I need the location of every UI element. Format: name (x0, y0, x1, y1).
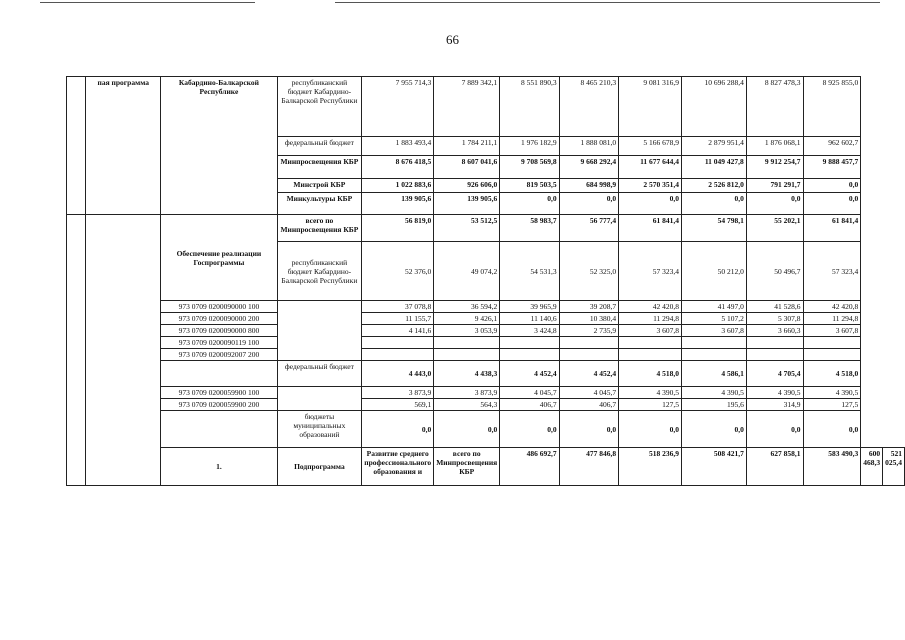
value-cell: 139 905,6 (362, 193, 434, 215)
value-cell: 127,5 (619, 399, 682, 411)
value-cell: 0,0 (619, 411, 682, 448)
budget-code: 973 0709 0200090000 100 (161, 301, 277, 313)
program-name-cell: Развитие среднего профессионального образования и (362, 448, 434, 486)
value-cell: 50 212,0 (682, 242, 747, 301)
value-cell: 10 696 288,4 (682, 77, 747, 137)
value-cell (500, 349, 559, 361)
value-cell: 3 053,9 (434, 325, 500, 337)
value-cell: 3 424,8 (500, 325, 559, 337)
value-cell: 2 570 351,4 (619, 179, 682, 193)
source-label: бюджеты муниципальных образований (277, 411, 362, 448)
table-row (67, 399, 905, 411)
value-cell: 49 074,2 (434, 242, 500, 301)
value-cell: 564,3 (434, 399, 500, 411)
value-cell: 3 873,9 (434, 387, 500, 399)
value-cell (803, 349, 861, 361)
value-cell (746, 337, 803, 349)
value-cell: 54 531,3 (500, 242, 559, 301)
value-cell: 0,0 (746, 193, 803, 215)
value-cell: 0,0 (559, 193, 618, 215)
value-cell: 11 049 427,8 (682, 156, 747, 179)
value-cell: 0,0 (746, 411, 803, 448)
value-cell: 58 983,7 (500, 215, 559, 242)
value-cell: 5 107,2 (682, 313, 747, 325)
num-cell: 1. (161, 448, 277, 486)
value-cell: 4 443,0 (362, 361, 434, 387)
value-cell: 195,6 (682, 399, 747, 411)
value-cell (682, 349, 747, 361)
value-cell: 0,0 (559, 411, 618, 448)
value-cell: 926 606,0 (434, 179, 500, 193)
program-name-cell: Обеспечение реализации Госпрограммы (161, 215, 277, 301)
value-cell: 41 497,0 (682, 301, 747, 313)
page-number: 66 (446, 32, 459, 47)
value-cell: 9 708 569,8 (500, 156, 559, 179)
source-label: всего по Минпросвещения КБР (434, 448, 500, 486)
value-cell: 8 676 418,5 (362, 156, 434, 179)
value-cell: 9 668 292,4 (559, 156, 618, 179)
value-cell: 4 141,6 (362, 325, 434, 337)
top-rule-right (335, 2, 880, 3)
table-row (67, 337, 905, 349)
value-cell: 3 607,8 (619, 325, 682, 337)
value-cell (500, 337, 559, 349)
value-cell (559, 337, 618, 349)
value-cell: 8 925 855,0 (803, 77, 861, 137)
value-cell: 4 390,5 (803, 387, 861, 399)
value-cell: 8 551 890,3 (500, 77, 559, 137)
value-cell: 9 081 316,9 (619, 77, 682, 137)
value-cell: 7 889 342,1 (434, 77, 500, 137)
table-row (67, 313, 905, 325)
value-cell: 4 438,3 (434, 361, 500, 387)
value-cell: 0,0 (682, 411, 747, 448)
value-cell (434, 349, 500, 361)
value-cell (434, 337, 500, 349)
source-label: республиканский бюджет Кабардино-Балкарской Республики (277, 242, 362, 301)
value-cell: 2 735,9 (559, 325, 618, 337)
value-cell: 57 323,4 (803, 242, 861, 301)
value-cell: 57 323,4 (619, 242, 682, 301)
value-cell: 406,7 (500, 399, 559, 411)
value-cell: 11 677 644,4 (619, 156, 682, 179)
num-cell (67, 215, 86, 486)
table-row (67, 349, 905, 361)
table-row (67, 325, 905, 337)
value-cell: 4 518,0 (803, 361, 861, 387)
source-label: Минстрой КБР (277, 179, 362, 193)
budget-code: 973 0709 0200059900 200 (161, 399, 277, 411)
program-type-cell: Подпрограмма (277, 448, 362, 486)
value-cell: 0,0 (362, 411, 434, 448)
value-cell: 4 586,1 (682, 361, 747, 387)
value-cell: 139 905,6 (434, 193, 500, 215)
value-cell: 0,0 (619, 193, 682, 215)
value-cell: 50 496,7 (746, 242, 803, 301)
value-cell: 61 841,4 (619, 215, 682, 242)
value-cell: 39 965,9 (500, 301, 559, 313)
value-cell (746, 349, 803, 361)
table-row (67, 361, 905, 387)
table-row (67, 448, 905, 486)
value-cell: 508 421,7 (682, 448, 747, 486)
value-cell: 486 692,7 (500, 448, 559, 486)
budget-code: 973 0709 0200090000 200 (161, 313, 277, 325)
value-cell: 4 518,0 (619, 361, 682, 387)
value-cell: 2 526 812,0 (682, 179, 747, 193)
budget-code: 973 0709 0200090119 100 (161, 337, 277, 349)
value-cell: 518 236,9 (619, 448, 682, 486)
value-cell: 4 045,7 (559, 387, 618, 399)
budget-code: 973 0709 0200090000 800 (161, 325, 277, 337)
value-cell (362, 349, 434, 361)
table-row (67, 387, 905, 399)
source-label: всего по Минпросвещения КБР (277, 215, 362, 242)
empty-cell (277, 301, 362, 361)
value-cell: 600 468,3 (861, 448, 883, 486)
value-cell: 3 607,8 (803, 325, 861, 337)
value-cell: 684 998,9 (559, 179, 618, 193)
value-cell: 0,0 (803, 179, 861, 193)
budget-table (66, 76, 905, 486)
value-cell: 54 798,1 (682, 215, 747, 242)
value-cell (803, 337, 861, 349)
value-cell: 61 841,4 (803, 215, 861, 242)
value-cell: 1 022 883,6 (362, 179, 434, 193)
value-cell: 11 140,6 (500, 313, 559, 325)
value-cell: 0,0 (500, 411, 559, 448)
value-cell: 3 660,3 (746, 325, 803, 337)
value-cell: 0,0 (500, 193, 559, 215)
value-cell: 4 390,5 (619, 387, 682, 399)
value-cell (619, 337, 682, 349)
value-cell: 791 291,7 (746, 179, 803, 193)
value-cell: 4 390,5 (682, 387, 747, 399)
value-cell: 0,0 (803, 193, 861, 215)
value-cell: 39 208,7 (559, 301, 618, 313)
empty-cell (161, 411, 277, 448)
program-type-cell: пая программа (86, 77, 161, 215)
value-cell: 4 390,5 (746, 387, 803, 399)
value-cell: 36 594,2 (434, 301, 500, 313)
value-cell: 11 294,8 (803, 313, 861, 325)
value-cell: 3 873,9 (362, 387, 434, 399)
value-cell: 4 705,4 (746, 361, 803, 387)
value-cell: 962 602,7 (803, 137, 861, 156)
program-name-cell: Кабардино-Балкарской Республике (161, 77, 277, 215)
value-cell: 37 078,8 (362, 301, 434, 313)
value-cell: 0,0 (682, 193, 747, 215)
value-cell: 53 512,5 (434, 215, 500, 242)
value-cell: 4 452,4 (500, 361, 559, 387)
value-cell: 9 888 457,7 (803, 156, 861, 179)
table-row (67, 411, 905, 448)
value-cell: 0,0 (434, 411, 500, 448)
top-rule-left (40, 2, 255, 3)
value-cell: 56 777,4 (559, 215, 618, 242)
value-cell: 11 155,7 (362, 313, 434, 325)
value-cell: 8 607 041,6 (434, 156, 500, 179)
table-row (67, 215, 905, 242)
value-cell: 0,0 (803, 411, 861, 448)
value-cell: 55 202,1 (746, 215, 803, 242)
value-cell: 477 846,8 (559, 448, 618, 486)
value-cell: 8 827 478,3 (746, 77, 803, 137)
value-cell: 9 912 254,7 (746, 156, 803, 179)
value-cell (619, 349, 682, 361)
value-cell: 5 166 678,9 (619, 137, 682, 156)
value-cell: 52 325,0 (559, 242, 618, 301)
empty-cell (277, 387, 362, 411)
value-cell: 42 420,8 (619, 301, 682, 313)
value-cell: 41 528,6 (746, 301, 803, 313)
value-cell: 406,7 (559, 399, 618, 411)
value-cell (559, 349, 618, 361)
source-label: республиканский бюджет Кабардино-Балкарской Республики (277, 77, 362, 137)
table-row (67, 301, 905, 313)
program-type-cell (86, 215, 161, 486)
value-cell: 1 883 493,4 (362, 137, 434, 156)
table-row (67, 77, 905, 137)
source-label: федеральный бюджет (277, 137, 362, 156)
value-cell (362, 337, 434, 349)
value-cell: 10 380,4 (559, 313, 618, 325)
value-cell: 819 503,5 (500, 179, 559, 193)
value-cell (682, 337, 747, 349)
value-cell: 569,1 (362, 399, 434, 411)
value-cell: 627 858,1 (746, 448, 803, 486)
value-cell: 52 376,0 (362, 242, 434, 301)
empty-cell (161, 361, 277, 387)
value-cell: 127,5 (803, 399, 861, 411)
source-label: федеральный бюджет (277, 361, 362, 387)
num-cell (67, 77, 86, 215)
budget-code: 973 0709 0200092007 200 (161, 349, 277, 361)
value-cell: 7 955 714,3 (362, 77, 434, 137)
value-cell: 1 976 182,9 (500, 137, 559, 156)
value-cell: 5 307,8 (746, 313, 803, 325)
value-cell: 3 607,8 (682, 325, 747, 337)
value-cell: 314,9 (746, 399, 803, 411)
value-cell: 1 888 081,0 (559, 137, 618, 156)
value-cell: 4 452,4 (559, 361, 618, 387)
value-cell: 42 420,8 (803, 301, 861, 313)
source-label: Минкультуры КБР (277, 193, 362, 215)
source-label: Минпросвещения КБР (277, 156, 362, 179)
value-cell: 583 490,3 (803, 448, 861, 486)
value-cell: 11 294,8 (619, 313, 682, 325)
value-cell: 2 879 951,4 (682, 137, 747, 156)
value-cell: 8 465 210,3 (559, 77, 618, 137)
budget-code: 973 0709 0200059900 100 (161, 387, 277, 399)
value-cell: 9 426,1 (434, 313, 500, 325)
value-cell: 4 045,7 (500, 387, 559, 399)
value-cell: 1 876 068,1 (746, 137, 803, 156)
value-cell: 56 819,0 (362, 215, 434, 242)
value-cell: 521 025,4 (883, 448, 905, 486)
value-cell: 1 784 211,1 (434, 137, 500, 156)
